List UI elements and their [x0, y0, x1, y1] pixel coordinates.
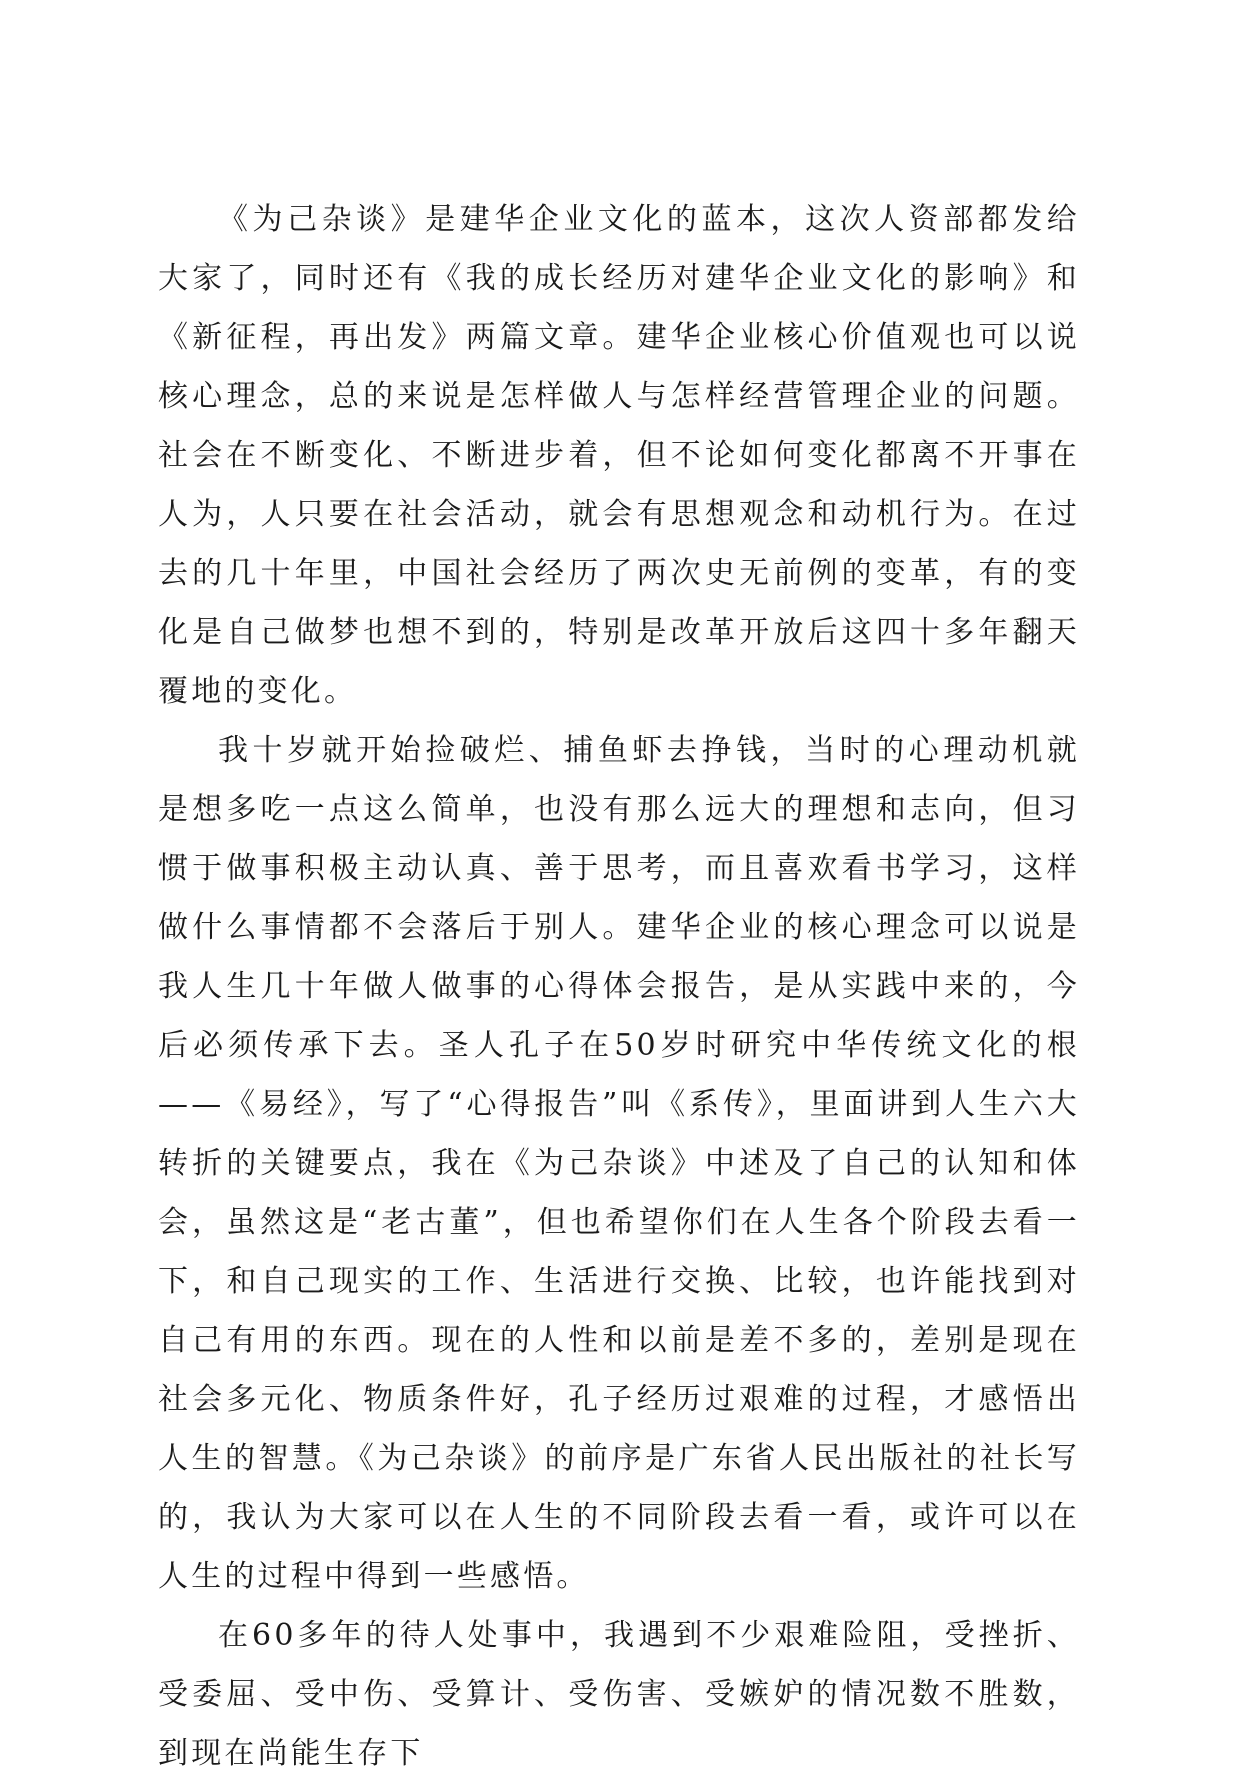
- paragraph-3: 在60多年的待人处事中，我遇到不少艰难险阻，受挫折、受委屈、受中伤、受算计、受伤害、受嫉妒的情况数不胜数，到现在尚能生存下: [158, 1618, 1080, 1771]
- body-text: [158, 190, 1080, 1783]
- paragraph-1: 《为己杂谈》是建华企业文化的蓝本，这次人资部都发给大家了，同时还有《我的成长经历对建华企业文化的影响》和《新征程，再出发》两篇文章。建华企业核心价值观也可以说核心理念，总的来说是怎样做人与怎样经营管理企业的问题。社会在不断变化、不断进步着，但不论如何变化都离不开事在人为，人只要在社会活动，就会有思想观念和动机行为。在过去的几十年里，中国社会经历了两次史无前例的变革，有的变化是自己做梦也想不到的，特别是改革开放后这四十多年翻天覆地的变化。: [158, 202, 1080, 709]
- paragraph-2: 我十岁就开始捡破烂、捕鱼虾去挣钱，当时的心理动机就是想多吃一点这么简单，也没有那么远大的理想和志向，但习惯于做事积极主动认真、善于思考，而且喜欢看书学习，这样做什么事情都不会落后于别人。建华企业的核心理念可以说是我人生几十年做人做事的心得体会报告，是从实践中来的，今后必须传承下去。圣人孔子在50岁时研究中华传统文化的根——《易经》，写了“心得报告”叫《系传》，里面讲到人生六大转折的关键要点，我在《为己杂谈》中述及了自己的认知和体会，虽然这是“老古董”，但也希望你们在人生各个阶段去看一下，和自己现实的工作、生活进行交换、比较，也许能找到对自己有用的东西。现在的人性和以前是差不多的，差别是现在社会多元化、物质条件好，孔子经历过艰难的过程，才感悟出人生的智慧。《为己杂谈》的前序是广东省人民出版社的社长写的，我认为大家可以在人生的不同阶段去看一看，或许可以在人生的过程中得到一些感悟。: [158, 733, 1080, 1594]
